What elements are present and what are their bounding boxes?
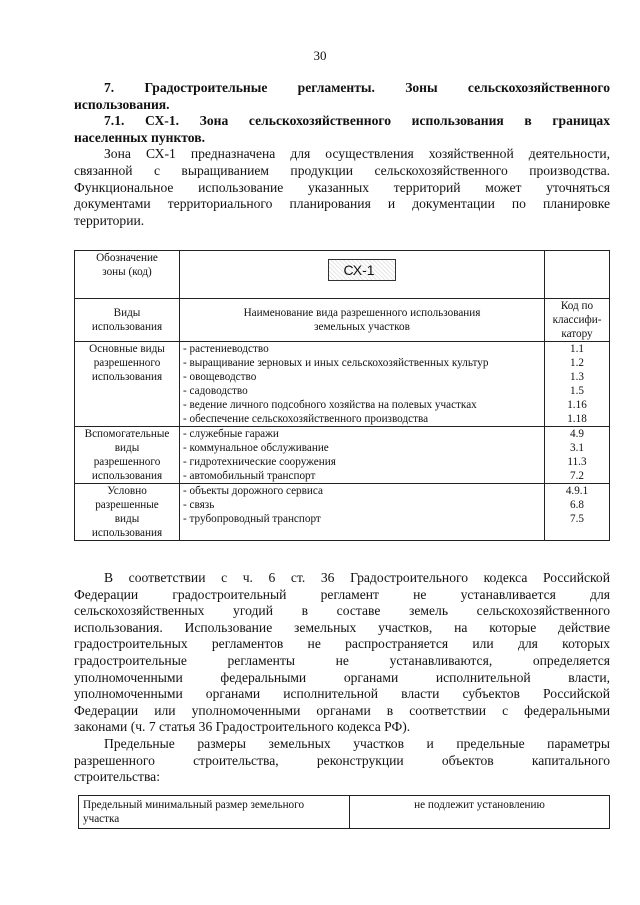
- cond-uses-label: [75, 484, 180, 541]
- limits-value: не подлежит установлению: [414, 799, 545, 811]
- para1-line-4: использования. Использование земельных участков, на которые действие: [74, 619, 610, 635]
- zone-code-label-1: Обозначение: [96, 252, 158, 264]
- aux-label-1: Вспомогательные: [84, 428, 170, 440]
- header-name-cell: [180, 299, 545, 342]
- code-value: 4.9.1: [565, 485, 589, 497]
- code-value: 4.9: [570, 428, 584, 440]
- list-item: - служебные гаражи: [183, 428, 279, 440]
- cond-uses-list: [180, 484, 545, 541]
- list-item: - объекты дорожного сервиса: [183, 485, 323, 497]
- code-value: 1.16: [567, 399, 587, 411]
- limits-table: [78, 795, 610, 829]
- aux-uses-list: [180, 427, 545, 484]
- header-code-3: катору: [561, 328, 593, 340]
- list-item: - трубопроводный транспорт: [183, 513, 321, 525]
- main-label-2: разрешенного: [93, 357, 161, 369]
- cond-label-3: виды: [114, 513, 140, 525]
- main-uses-list: [180, 342, 545, 427]
- para2-line-3: строительства:: [74, 769, 160, 785]
- para2-line-1: Предельные размеры земельных участков и предельные параметры: [104, 735, 610, 751]
- list-item: - ведение личного подсобного хозяйства на полевых участках: [183, 399, 477, 411]
- zone-code-label-2: зоны (код): [102, 266, 152, 278]
- aux-uses-label: [75, 427, 180, 484]
- header-name-2: земельных участков: [314, 321, 410, 333]
- main-label-1: Основные виды: [89, 343, 165, 355]
- list-item: - растениеводство: [183, 343, 269, 355]
- code-value: 6.8: [570, 499, 584, 511]
- header-types-1: Виды: [113, 307, 141, 319]
- list-item: - автомобильный транспорт: [183, 470, 316, 482]
- para1-line-9: Федерации или уполномоченными органами в соответствии с федеральными: [74, 702, 610, 718]
- header-code-2: классифи-: [552, 314, 602, 326]
- limits-label-1: Предельный минимальный размер земельного: [83, 799, 305, 811]
- limits-label-2: участка: [83, 813, 120, 825]
- para1-line-7: уполномоченными федеральными органами исполнительной власти,: [74, 669, 610, 685]
- para1-line-10: законами (ч. 7 статья 36 Градостроительного кодекса РФ).: [74, 719, 411, 735]
- legal-text: [74, 570, 610, 786]
- list-item: - связь: [183, 499, 215, 511]
- para1-line-2: Федерации градостроительный регламент не устанавливается для: [74, 586, 610, 602]
- heading-7-1-line1: 7.1. СХ-1. Зона сельскохозяйственного использования в границах: [104, 113, 610, 129]
- code-value: 7.5: [570, 513, 584, 525]
- aux-label-2: виды: [114, 442, 140, 454]
- intro-line-4: документами территориального планирования и документации по планировке: [74, 196, 610, 212]
- limits-value-cell: [350, 796, 610, 829]
- list-item: - садоводство: [183, 385, 248, 397]
- zone-code-label-cell: [75, 251, 180, 299]
- list-item: - гидротехнические сооружения: [183, 456, 336, 468]
- header-name-1: Наименование вида разрешенного использования: [243, 307, 481, 319]
- para1-line-5: градостроительных регламентов не распространяется или для которых: [74, 636, 610, 652]
- header-code-1: Код по: [560, 300, 594, 312]
- intro-line-2: связанной с выращиванием продукции сельскохозяйственного производства.: [74, 162, 610, 178]
- para1-line-6: градостроительные регламенты не устанавливаются, определяется: [74, 652, 610, 668]
- code-value: 7.2: [570, 470, 584, 482]
- aux-label-4: использования: [91, 470, 163, 482]
- aux-label-3: разрешенного: [93, 456, 161, 468]
- para2-line-2: разрешенного строительства, реконструкции объектов капитального: [74, 752, 610, 768]
- heading-7-line2: использования.: [74, 96, 170, 112]
- zone-code-cell: [180, 251, 545, 299]
- main-label-3: использования: [91, 371, 163, 383]
- header-types-cell: [75, 299, 180, 342]
- limits-label-cell: [79, 796, 350, 829]
- zone-code-box: СХ-1: [328, 259, 395, 281]
- para1-line-1: В соответствии с ч. 6 ст. 36 Градостроительного кодекса Российской: [104, 570, 610, 585]
- code-value: 1.3: [570, 371, 584, 383]
- zone-empty-cell: [545, 251, 610, 299]
- cond-label-1: Условно: [107, 485, 147, 497]
- main-uses-label: [75, 342, 180, 427]
- header-code-cell: [545, 299, 610, 342]
- zoning-table: [74, 250, 610, 541]
- code-value: 11.3: [567, 456, 587, 468]
- code-value: 1.18: [567, 413, 587, 425]
- document-body: [74, 80, 610, 229]
- intro-line-3: Функциональное использование указанных территорий может уточняться: [74, 179, 610, 195]
- main-uses-codes: [545, 342, 610, 427]
- code-value: 3.1: [570, 442, 584, 454]
- list-item: - обеспечение сельскохозяйственного производства: [183, 413, 429, 425]
- code-value: 1.1: [570, 343, 584, 355]
- list-item: - овощеводство: [183, 371, 257, 383]
- intro-line-5: территории.: [74, 212, 145, 228]
- heading-7-1-line2: населенных пунктов.: [74, 129, 205, 145]
- cond-label-4: использования: [91, 527, 163, 539]
- cond-uses-codes: [545, 484, 610, 541]
- para1-line-3: сельскохозяйственных угодий в составе земель сельскохозяйственного: [74, 603, 610, 619]
- intro-line-1: Зона СХ-1 предназначена для осуществления хозяйственной деятельности,: [104, 146, 610, 162]
- list-item: - коммунальное обслуживание: [183, 442, 329, 454]
- page-number: 30: [313, 48, 327, 63]
- code-value: 1.5: [570, 385, 584, 397]
- aux-uses-codes: [545, 427, 610, 484]
- header-types-2: использования: [91, 321, 163, 333]
- heading-7-line1: 7. Градостроительные регламенты. Зоны сельскохозяйственного: [104, 80, 610, 95]
- code-value: 1.2: [570, 357, 584, 369]
- list-item: - выращивание зерновых и иных сельскохозяйственных культур: [183, 357, 489, 369]
- cond-label-2: разрешенные: [95, 499, 159, 511]
- para1-line-8: уполномоченными органами исполнительной власти субъектов Российской: [74, 686, 610, 702]
